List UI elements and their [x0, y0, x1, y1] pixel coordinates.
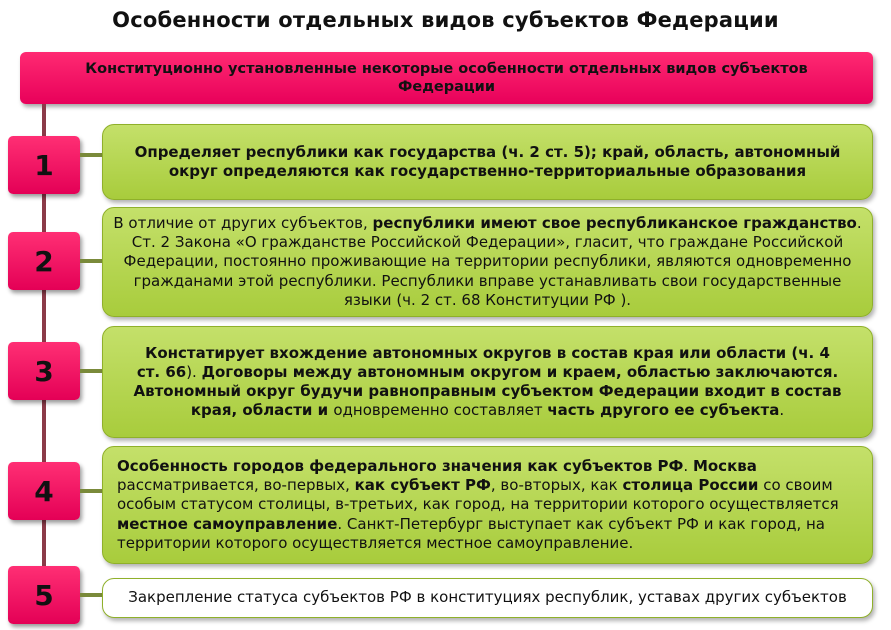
number-badge-3 — [8, 342, 80, 400]
text-segment: . — [683, 457, 693, 476]
header-text: Конституционно установленные некоторые особенности отдельных видов субъектов Федерации — [85, 60, 808, 95]
text-segment: В отличие от других субъектов, — [113, 214, 373, 233]
bold-text-segment: республики имеют свое республиканское гражданство — [372, 214, 857, 233]
text-segment: Закрепление статуса субъектов РФ в конституциях республик, уставах других субъектов — [128, 588, 847, 607]
connector-5 — [80, 593, 104, 597]
item-box-3 — [102, 326, 873, 438]
item-text-3 — [133, 344, 842, 420]
bold-text-segment: Договоры между автономным округом и краем, областью заключаются. Автономный округ будучи равноправным субъектом Федерации входит в состав края, области и — [133, 362, 842, 420]
item-box-1 — [102, 124, 873, 200]
item-text-1 — [113, 143, 862, 181]
text-segment: ). — [186, 362, 202, 381]
text-segment: со своим особым статусом столицы, в-третьих, как город, на территории которого осуществляется — [117, 476, 839, 514]
number-badge-4 — [8, 462, 80, 520]
bold-text-segment: Москва — [692, 457, 757, 476]
number-badge-5 — [8, 566, 80, 624]
number-badge-2 — [8, 232, 80, 290]
number-1: 1 — [34, 148, 54, 182]
bold-text-segment: как субъект РФ — [354, 476, 491, 495]
bold-text-segment: часть другого ее субъекта — [547, 401, 780, 420]
item-text-4 — [117, 457, 860, 552]
text-segment: . Ст. 2 Закона «О гражданстве Российской Федерации», гласит, что граждане Российской Федерации, постоянно проживающие на территории республики, являются одновременно гражданами этой республики. Республики вправе устанавливать свои государственные языки (ч. 2 ст. 68 Конституции РФ ). — [123, 214, 862, 309]
page-title: Особенности отдельных видов субъектов Федерации — [112, 8, 779, 32]
item-text-2 — [111, 214, 864, 309]
connector-4 — [80, 489, 104, 493]
bold-text-segment: Особенность городов федерального значения как субъектов РФ — [117, 457, 684, 476]
number-2: 2 — [34, 244, 54, 278]
number-badge-1 — [8, 136, 80, 194]
bold-text-segment: Определяет республики как государства (ч. 2 ст. 5); край, область, автономный округ определяются как государственно-территориальные образования — [134, 142, 841, 180]
bold-text-segment: Констатирует вхождение автономных округов в состав края или области (ч. 4 ст. 66 — [136, 343, 830, 381]
number-3: 3 — [34, 354, 54, 388]
connector-1 — [80, 153, 104, 157]
text-segment: одновременно составляет — [333, 401, 548, 420]
text-segment: . — [779, 401, 785, 420]
connector-3 — [80, 369, 104, 373]
number-4: 4 — [34, 474, 54, 508]
item-box-5 — [102, 578, 873, 618]
connector-2 — [80, 259, 104, 263]
item-text-5 — [128, 588, 847, 607]
text-segment: рассматривается, во-первых, — [117, 476, 355, 495]
number-5: 5 — [34, 578, 54, 612]
text-segment: , во-вторых, как — [490, 476, 623, 495]
item-box-2 — [102, 207, 873, 317]
header-banner — [20, 52, 873, 104]
bold-text-segment: столица России — [622, 476, 759, 495]
text-segment: . Санкт-Петербург выступает как субъект РФ и как город, на территории которого осуществляется местное самоуправление. — [117, 514, 825, 552]
bold-text-segment: местное самоуправление — [117, 514, 338, 533]
item-box-4 — [102, 446, 873, 564]
